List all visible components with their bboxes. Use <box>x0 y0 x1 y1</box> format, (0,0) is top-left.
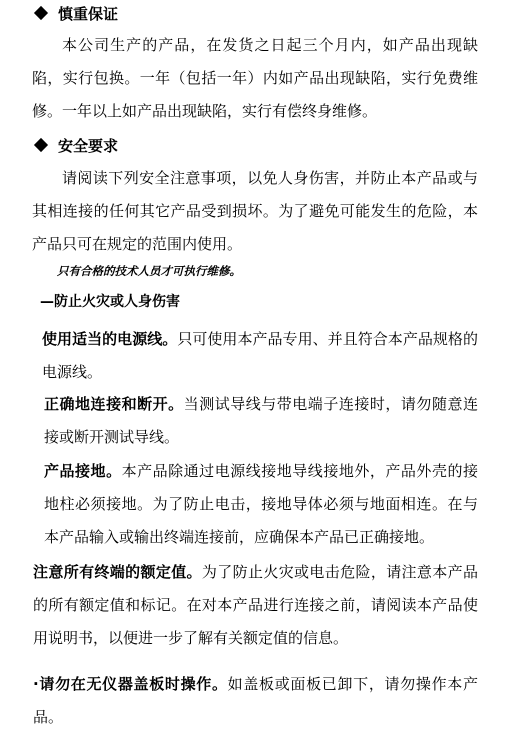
diamond-bullet-icon <box>34 6 48 20</box>
item-title: 正确地连接和断开。 <box>44 395 184 413</box>
maintenance-note: 只有合格的技术人员才可执行维修。 <box>57 264 241 278</box>
diamond-bullet-icon <box>34 138 48 152</box>
small-dot-icon: · <box>33 675 39 693</box>
item-text: 当测试导线与带电端子连接时，请勿随意连接或断开测试导线。 <box>44 395 478 446</box>
item-text: 如盖板或面板已卸下，请勿操作本产品。 <box>33 675 478 726</box>
fire-injury-subheading: —防止火灾或人身伤害 <box>40 294 180 310</box>
item-cover <box>33 668 478 734</box>
item-text: 为了防止火灾或电击危险，请注意本产品的所有额定值和标记。在对本产品进行连接之前，请阅读本产品使用说明书，以便进一步了解有关额定值的信息。 <box>33 563 478 647</box>
safety-heading <box>34 136 118 156</box>
warranty-paragraph: 本公司生产的产品，在发货之日起三个月内，如产品出现缺陷，实行包换。一年（包括一年）内如产品出现缺陷，实行免费维修。一年以上如产品出现缺陷，实行有偿终身维修。 <box>32 36 478 120</box>
warranty-heading <box>34 4 118 24</box>
item-text: 本产品除通过电源线接地导线接地外，产品外壳的接地柱必须接地。为了防止电击，接地导体必须与地面相连。在与本产品输入或输出终端连接前，应确保本产品已正确接地。 <box>44 462 478 546</box>
safety-heading-text: 安全要求 <box>58 137 119 155</box>
item-title: 使用适当的电源线。 <box>42 330 178 348</box>
item-grounding <box>44 455 478 554</box>
item-title: 注意所有终端的额定值。 <box>33 563 202 581</box>
item-power-cord <box>42 323 478 389</box>
item-title: 请勿在无仪器盖板时操作。 <box>38 675 228 693</box>
item-title: 产品接地。 <box>44 462 122 480</box>
item-ratings <box>33 556 478 655</box>
item-text: 只可使用本产品专用、并且符合本产品规格的电源线。 <box>42 330 478 381</box>
item-connect-disconnect <box>44 388 478 454</box>
safety-paragraph: 请阅读下列安全注意事项，以免人身伤害，并防止本产品或与其相连接的任何其它产品受到损坏。为了避免可能发生的危险，本产品只可在规定的范围内使用。 <box>32 169 478 253</box>
warranty-heading-text: 慎重保证 <box>58 5 119 23</box>
